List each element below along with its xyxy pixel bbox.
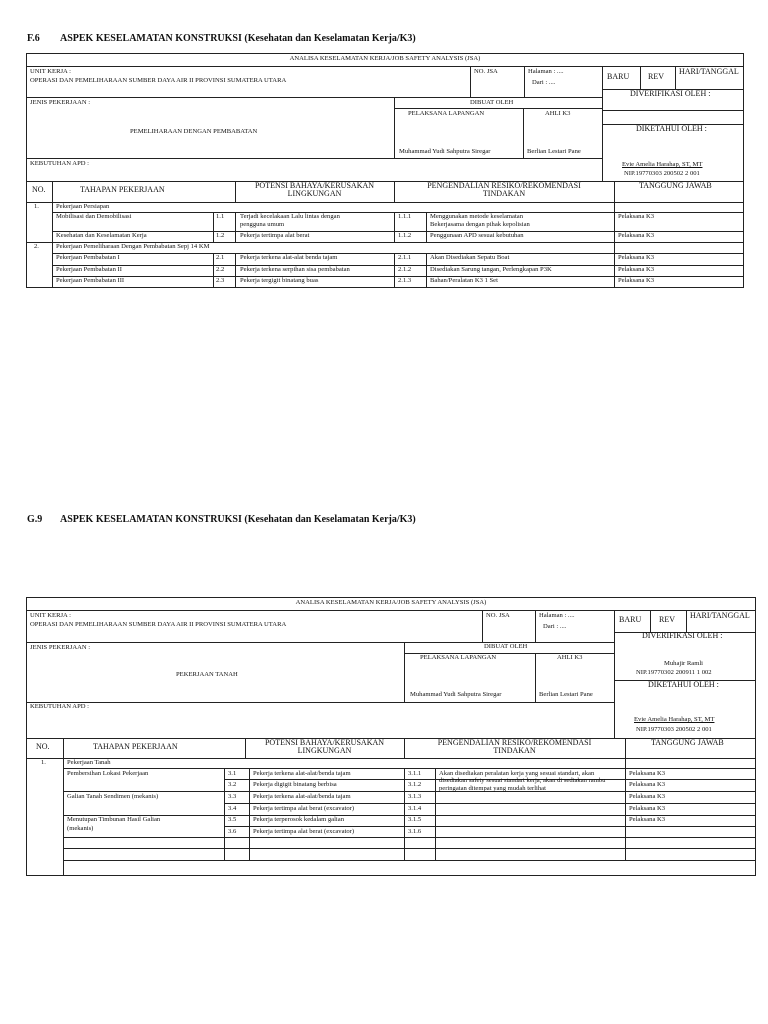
jenis-pekerjaan-label: JENIS PEKERJAAN : <box>30 99 91 106</box>
col-tahapan: TAHAPAN PEKERJAAN <box>80 185 165 194</box>
col-potensi: POTENSI BAHAYA/KERUSAKAN LINGKUNGAN <box>264 738 385 756</box>
diketahui-oleh-label: DIKETAHUI OLEH : <box>648 680 719 689</box>
group-title: Pekerjaan Persiapan <box>56 203 110 210</box>
col-tahapan: TAHAPAN PEKERJAAN <box>93 742 178 751</box>
diketahui-name: Evie Amelia Harahap, ST, MT <box>622 161 703 168</box>
diverifikasi-oleh-label: DIVERIFIKASI OLEH : <box>642 631 723 640</box>
form-title: ANALISA KESELAMATAN KERJA/JOB SAFETY ANALYSIS (JSA) <box>295 599 487 606</box>
no-jsa-label: NO. JSA <box>474 68 498 75</box>
dari-label: Dari : .... <box>532 79 556 86</box>
rev-label: REV <box>659 615 675 624</box>
tanggung-jawab-item: Pelaksana K3 <box>629 816 666 823</box>
tanggung-jawab-item: Pelaksana K3 <box>629 781 666 788</box>
form-title: ANALISA KESELAMATAN KERJA/JOB SAFETY ANALYSIS (JSA) <box>289 55 481 62</box>
col-potensi: POTENSI BAHAYA/KERUSAKAN LINGKUNGAN <box>254 181 375 199</box>
section-g-number: G.9 <box>27 514 43 525</box>
jenis-pekerjaan-value: PEMELIHARAAN DENGAN PEMBABATAN <box>130 128 258 135</box>
diketahui-nip: NIP.19770303 200502 2 001 <box>624 170 700 177</box>
verifier-nip: NIP.19770302 200911 1 002 <box>636 669 712 676</box>
halaman-label: Halaman : .... <box>539 612 575 619</box>
col-no: NO. <box>32 185 46 194</box>
unit-kerja-value: OPERASI DAN PEMELIHARAAN SUMBER DAYA AIR II PROVINSI SUMATERA UTARA <box>30 621 287 628</box>
dari-label: Dari : .... <box>543 623 567 630</box>
section-f-title: ASPEK KESELAMATAN KONSTRUKSI (Kesehatan dan Keselamatan Kerja/K3) <box>60 33 416 44</box>
rev-label: REV <box>648 72 664 81</box>
dibuat-oleh-label: DIBUAT OLEH <box>470 99 514 106</box>
col-tanggung-jawab: TANGGUNG JAWAB <box>651 738 724 747</box>
dibuat-oleh-label: DIBUAT OLEH <box>484 643 528 650</box>
rekomendasi-text: Akan disediakan peralatan kerja yang sesuai standart, akan disediakan safety sesuai standart kerja, akan di sediakan rambu peringatan ditempat yang mudah terlihat <box>439 770 606 792</box>
unit-kerja-label: UNIT KERJA : <box>30 612 71 619</box>
hari-tanggal-label: HARI/TANGGAL <box>690 611 750 620</box>
diketahui-name: Evie Amelia Harahap, ST, MT <box>634 716 715 723</box>
group-title: Pekerjaan Pemeliharaan Dengan Pembabatan Sepj 14 KM <box>56 243 210 250</box>
tahapan-item: Menutupan Timbunan Hasil Galian <box>67 816 161 823</box>
no-jsa-label: NO. JSA <box>486 612 510 619</box>
tanggung-jawab-item: Pelaksana K3 <box>629 793 666 800</box>
ahli-k3-label: AHLI K3 <box>557 654 583 661</box>
group-title: Pekerjaan Tanah <box>67 759 111 766</box>
tanggung-jawab-item: Pelaksana K3 <box>629 805 666 812</box>
pelaksana-name: Muhammad Yudi Sahputra Siregar <box>399 148 491 155</box>
ahli-name: Berlian Lestari Pane <box>527 148 581 155</box>
baru-label: BARU <box>607 72 630 81</box>
col-pengendalian: PENGENDALIAN RESIKO/REKOMENDASI TINDAKAN <box>427 181 581 199</box>
jenis-pekerjaan-label: JENIS PEKERJAAN : <box>30 644 91 651</box>
col-no: NO. <box>36 742 50 751</box>
tanggung-jawab-item: Pelaksana K3 <box>629 770 666 777</box>
unit-kerja-value: OPERASI DAN PEMELIHARAAN SUMBER DAYA AIR II PROVINSI SUMATERA UTARA <box>30 77 287 84</box>
section-f-number: F.6 <box>27 33 40 44</box>
diketahui-nip: NIP.19770303 200502 2 001 <box>636 726 712 733</box>
verifier-name: Muhajir Ramli <box>664 660 704 667</box>
col-tanggung-jawab: TANGGUNG JAWAB <box>639 181 712 190</box>
group-no: 1. <box>34 203 39 210</box>
tahapan-item: Galian Tanah Sendimen (mekanis) <box>67 793 159 800</box>
kebutuhan-apd-label: KEBUTUHAN APD : <box>30 703 89 710</box>
group-no: 2. <box>34 243 39 250</box>
halaman-label: Halaman : .... <box>528 68 564 75</box>
baru-label: BARU <box>619 615 642 624</box>
pelaksana-lapangan-label: PELAKSANA LAPANGAN <box>420 654 497 661</box>
col-pengendalian: PENGENDALIAN RESIKO/REKOMENDASI TINDAKAN <box>437 738 592 756</box>
diketahui-oleh-label: DIKETAHUI OLEH : <box>636 124 707 133</box>
pelaksana-name: Muhammad Yudi Sahputra Siregar <box>410 691 502 698</box>
section-g-title: ASPEK KESELAMATAN KONSTRUKSI (Kesehatan dan Keselamatan Kerja/K3) <box>60 514 416 525</box>
ahli-k3-label: AHLI K3 <box>545 110 571 117</box>
tahapan-item: (mekanis) <box>67 825 94 832</box>
group-no: 1. <box>41 759 46 766</box>
tahapan-item: Pembersihan Lokasi Pekerjaan <box>67 770 149 777</box>
unit-kerja-label: UNIT KERJA : <box>30 68 71 75</box>
diverifikasi-oleh-label: DIVERIFIKASI OLEH : <box>630 89 711 98</box>
jenis-pekerjaan-value: PEKERJAAN TANAH <box>176 671 238 678</box>
kebutuhan-apd-label: KEBUTUHAN APD : <box>30 160 89 167</box>
ahli-name: Berlian Lestari Pane <box>539 691 593 698</box>
hari-tanggal-label: HARI/TANGGAL <box>679 67 739 76</box>
pelaksana-lapangan-label: PELAKSANA LAPANGAN <box>408 110 485 117</box>
